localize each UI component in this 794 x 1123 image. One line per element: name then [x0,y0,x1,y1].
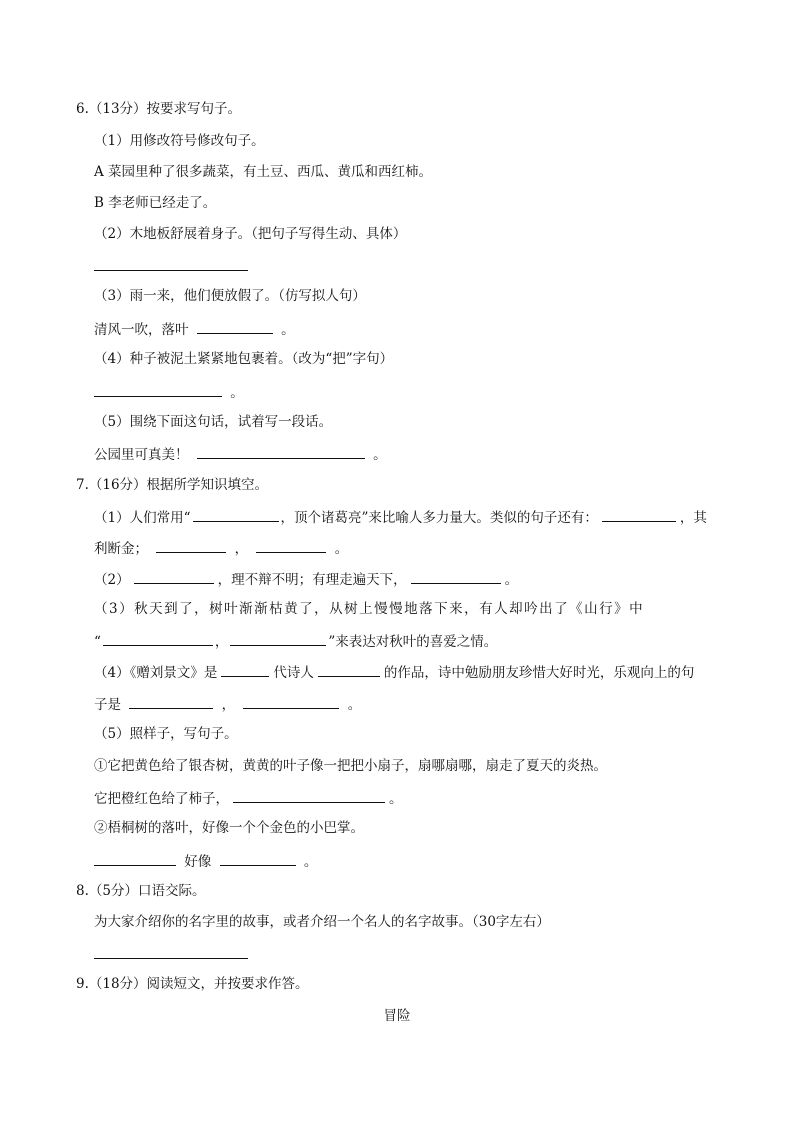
q7-example2-fill [94,851,317,871]
q7-example2: ②梧桐树的落叶，好像一个个金色的小巴掌。 [94,820,364,836]
q7-part3-text-c: ”来表达对秋叶的喜爱之情。 [328,634,498,650]
q6-part1: （1）用修改符号修改句子。 [94,133,265,149]
q8-heading: 8.（5分）口语交际。 [76,883,206,899]
q6-part3-fill [94,319,295,339]
punctuation: 。 [334,541,349,557]
punctuation: “ [94,634,101,650]
q6-part3-prompt: 清风一吹，落叶 [94,322,189,338]
q6-heading: 6.（13分）按要求写句子。 [76,101,242,117]
punctuation: 。 [303,854,318,870]
q7-heading: 7.（16分）根据所学知识填空。 [76,477,269,493]
q7-part4-line2 [94,694,361,714]
punctuation: 。 [281,322,295,338]
q7-part4-text-b: 代诗人 [273,665,314,681]
punctuation: 。 [504,572,519,588]
q8-prompt: 为大家介绍你的名字里的故事，或者介绍一个名人的名字故事。（30字左右） [94,914,550,930]
q6-answer-line-2[interactable] [94,256,252,276]
q7-part3-line1: （3）秋天到了，树叶渐渐枯黄了，从树上慢慢地落下来，有人却吟出了《山行》中 [94,601,645,617]
answer-blank[interactable] [94,851,176,866]
answer-blank[interactable] [411,569,501,584]
q7-part1-text-d: 利断金； [94,541,148,557]
punctuation: 。 [230,385,244,401]
q6-part4: （4）种子被泥土紧紧地包裹着。（改为“把”字句） [94,351,394,367]
q7-part1-line2 [94,538,348,558]
answer-blank[interactable] [156,538,226,553]
answer-blank[interactable] [134,569,214,584]
q6-sentence-b: B 李老师已经走了。 [94,195,217,211]
q7-example1-fill [94,788,403,808]
q7-part2-text-b: ，理不辩不明；有理走遍天下， [217,572,407,588]
q7-part2-text-a: （2） [94,572,130,588]
answer-blank[interactable] [602,507,676,522]
q7-example2-mid: 好像 [184,854,212,870]
q6-part3: （3）雨一来，他们便放假了。（仿写拟人句） [94,288,366,304]
punctuation: ， [221,697,236,713]
q6-part5: （5）围绕下面这句话，试着写一段话。 [94,414,333,430]
answer-blank[interactable] [94,256,248,271]
q6-part4-fill [94,382,244,402]
answer-blank[interactable] [129,694,213,709]
answer-blank[interactable] [197,444,365,459]
q7-part4-text-d: 子是 [94,697,121,713]
answer-blank[interactable] [103,631,213,646]
answer-blank[interactable] [193,507,279,522]
q6-part5-fill [94,444,387,464]
q7-part1-text-c: ，其 [679,510,707,526]
answer-blank[interactable] [233,788,385,803]
q7-part4-line1 [94,662,694,682]
answer-blank[interactable] [197,319,273,334]
q7-example1: ①它把黄色给了银杏树，黄黄的叶子像一把把小扇子，扇哪扇哪，扇走了夏天的炎热。 [94,758,607,774]
q6-part5-prompt: 公园里可真美！ [94,447,189,463]
q9-heading: 9.（18分）阅读短文，并按要求作答。 [76,976,309,992]
q7-part1-text-a: （1）人们常用“ [94,510,191,526]
punctuation: 。 [373,447,387,463]
answer-blank[interactable] [230,631,326,646]
answer-blank[interactable] [221,662,269,677]
q7-part1-text-b: ，顶个诸葛亮”来比喻人多力量大。类似的句子还有： [280,510,598,526]
q7-part3-line2 [94,631,497,651]
punctuation: 。 [347,697,362,713]
q7-part4-text-a: （4）《赠刘景文》是 [94,665,218,681]
q7-part1-line1 [94,507,718,527]
answer-blank[interactable] [94,382,222,397]
q6-part2: （2）木地板舒展着身子。（把句子写得生动、具体） [94,226,407,242]
q7-example1-prompt: 它把橙红色给了柿子， [94,791,229,807]
punctuation: ， [214,634,229,650]
answer-blank[interactable] [256,538,326,553]
q7-part2 [94,569,518,589]
passage-title: 冒险 [383,1008,411,1024]
q8-answer-line[interactable] [94,944,252,964]
punctuation: ， [234,541,249,557]
answer-blank[interactable] [220,851,296,866]
answer-blank[interactable] [94,944,248,959]
q7-part4-text-c: 的作品，诗中勉励朋友珍惜大好时光，乐观向上的句 [383,665,695,681]
punctuation: 。 [389,791,403,807]
answer-blank[interactable] [318,662,380,677]
q7-part5: （5）照样子，写句子。 [94,726,238,742]
answer-blank[interactable] [243,694,339,709]
q6-sentence-a: A 菜园里种了很多蔬菜，有土豆、西瓜、黄瓜和西红柿。 [94,164,433,180]
